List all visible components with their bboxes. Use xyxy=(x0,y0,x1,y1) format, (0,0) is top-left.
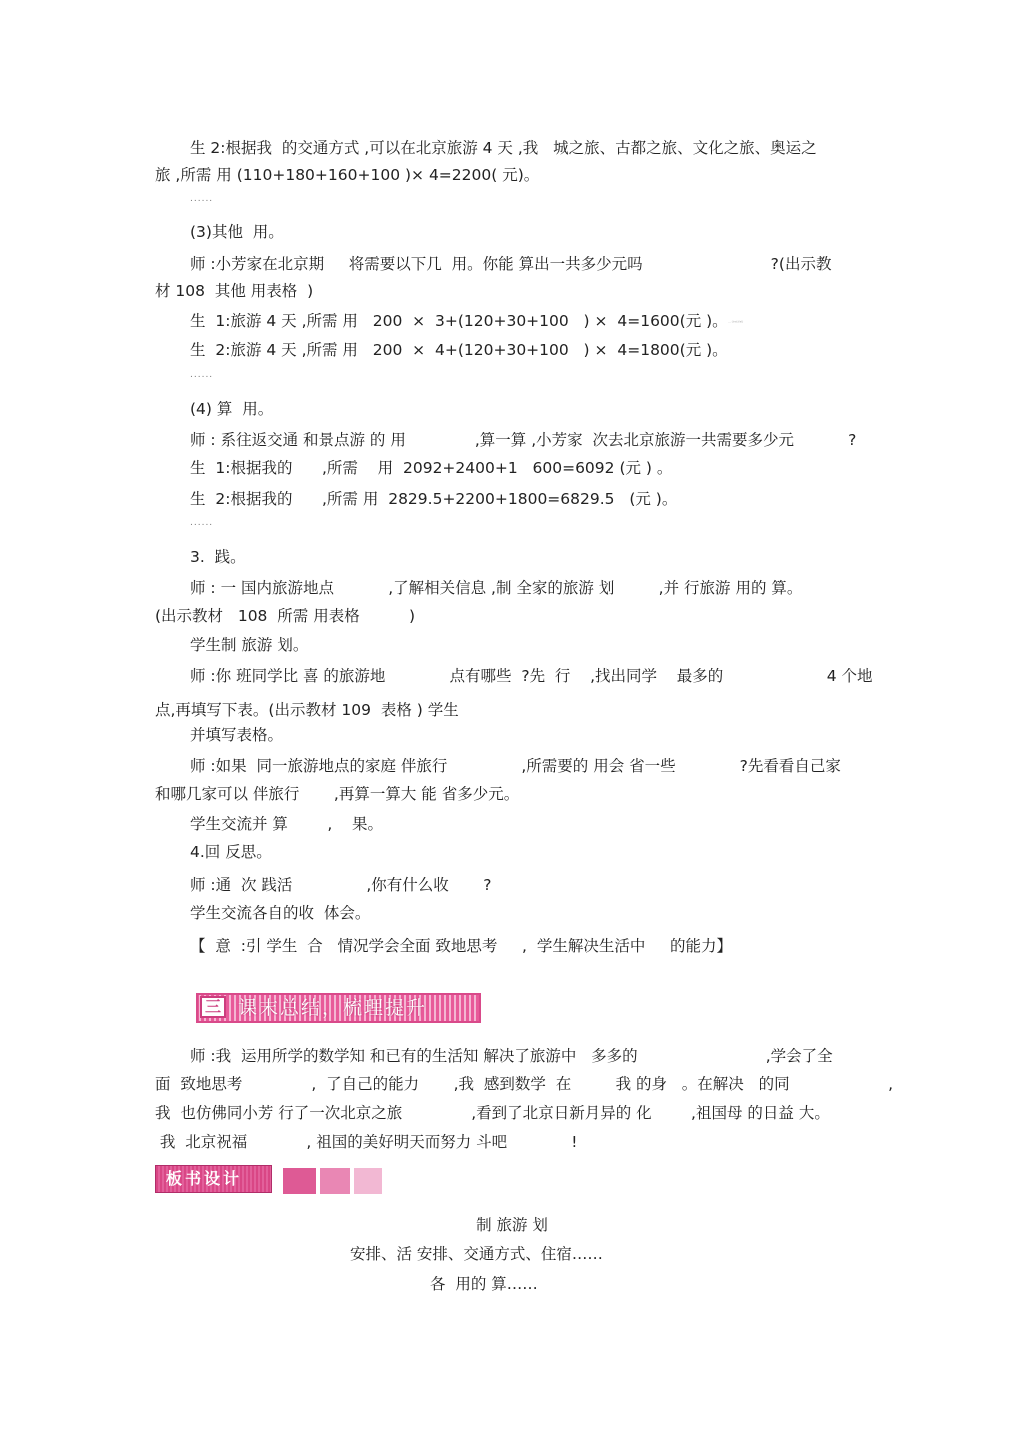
board-design-banner xyxy=(155,1165,272,1193)
subheading: (4) 算 用。 xyxy=(190,400,274,418)
text-line: 师 : 系往返交通 和景点游 的 用 ,算一算 ,小芳家 次去北京旅游一共需要多少元 ? xyxy=(190,431,857,449)
text-line: 旅 ,所需 用 (110+180+160+100 )× 4=2200( 元)。 xyxy=(155,166,540,184)
subheading: (3)其他 用。 xyxy=(190,223,284,241)
section-number: 三 xyxy=(200,996,226,1018)
text-line: 面 致地思考 , 了自己的能力 ,我 感到数学 在 我 的身 。在解决 的同 , xyxy=(155,1075,894,1093)
board-line: 安排、活 安排、交通方式、住宿…… xyxy=(350,1245,603,1263)
section-title: 课末总结，梳理提升 xyxy=(238,997,428,1019)
text-line: 学生交流各自的收 体会。 xyxy=(190,904,371,922)
decor-square xyxy=(320,1168,350,1194)
decor-square xyxy=(283,1168,316,1194)
text-line: 师 :你 班同学比 喜 的旅游地 点有哪些 ?先 行 ,找出同学 最多的 4 个地 xyxy=(190,667,873,685)
text-line: 我 也仿佛同小芳 行了一次北京之旅 ,看到了北京日新月异的 化 ,祖国母 的日益 大。 xyxy=(155,1104,830,1122)
ellipsis: ...... xyxy=(190,518,214,528)
text-line: 师 :通 次 践活 ,你有什么收 ? xyxy=(190,876,492,894)
section-banner xyxy=(196,993,481,1023)
ellipsis: ...... xyxy=(190,194,214,204)
design-note: 【 意 :引 学生 合 情况学会全面 致地思考 , 学生解决生活中 的能力】 xyxy=(190,937,732,955)
text-line: 生 1:旅游 4 天 ,所需 用 200 × 3+(120+30+100 ) × 4=1600(元 )。… (ind,fal) xyxy=(190,312,744,330)
text-line: 生 2:根据我的 ,所需 用 2829.5+2200+1800=6829.5 (元 )。 xyxy=(190,490,678,508)
board-line: 各 用的 算…… xyxy=(430,1275,538,1293)
text-line: 和哪几家可以 伴旅行 ,再算一算大 能 省多少元。 xyxy=(155,785,520,803)
text-line: 师 :我 运用所学的数学知 和已有的生活知 解决了旅游中 多多的 ,学会了全 xyxy=(190,1047,833,1065)
board-design-label: 板书设计 xyxy=(166,1169,243,1188)
text-line: 并填写表格。 xyxy=(190,726,284,744)
text-line: 我 北京祝福 , 祖国的美好明天而努力 斗吧 ! xyxy=(155,1133,578,1151)
text-line: 师 :小芳家在北京期 将需要以下几 用。你能 算出一共多少元吗 ?(出示教 xyxy=(190,255,832,273)
board-title: 制 旅游 划 xyxy=(476,1216,548,1234)
subheading: 3. 践。 xyxy=(190,548,246,566)
text-line: 师 : 一 国内旅游地点 ,了解相关信息 ,制 全家的旅游 划 ,并 行旅游 用的 算。 xyxy=(190,579,803,597)
ellipsis: ...... xyxy=(190,370,214,380)
text-line: 生 1:根据我的 ,所需 用 2092+2400+1 600=6092 (元 ) 。 xyxy=(190,459,673,477)
text-line: 学生制 旅游 划。 xyxy=(190,636,309,654)
subheading: 4.回 反思。 xyxy=(190,843,272,861)
text-line: (出示教材 108 所需 用表格 ) xyxy=(155,607,416,625)
text-line: 生 2:根据我 的交通方式 ,可以在北京旅游 4 天 ,我 城之旅、古都之旅、文化之旅、奥运之 xyxy=(190,139,817,157)
text-line: 师 :如果 同一旅游地点的家庭 伴旅行 ,所需要的 用会 省一些 ?先看看自己家 xyxy=(190,757,841,775)
text-line: 学生交流并 算 , 果。 xyxy=(190,815,383,833)
tiny-note: … (ind,fal) xyxy=(727,319,744,324)
text-line: 生 2:旅游 4 天 ,所需 用 200 × 4+(120+30+100 ) × 4=1800(元 )。 xyxy=(190,341,728,359)
text-line: 点,再填写下表。(出示教材 109 表格 ) 学生 xyxy=(155,701,459,719)
text-line: 材 108 其他 用表格 ) xyxy=(155,282,314,300)
decor-square xyxy=(354,1168,382,1194)
